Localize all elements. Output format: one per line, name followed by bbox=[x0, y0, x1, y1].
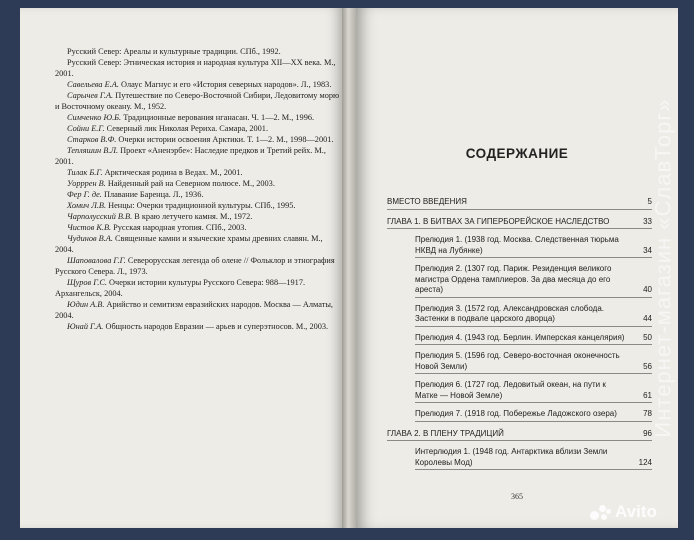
bibliography-entry bbox=[55, 46, 340, 57]
toc-entry bbox=[415, 447, 652, 470]
toc-list bbox=[387, 190, 652, 470]
entry-text: Арийство и семитизм евразийских народов. Москва — Алматы, 2004. bbox=[55, 300, 333, 320]
bibliography-entry bbox=[55, 79, 340, 90]
toc-entry-title: Прелюдия 4. (1943 год. Берлин. Имперская канцелярия) bbox=[415, 332, 625, 342]
bibliography-entry bbox=[55, 299, 340, 321]
entry-author: Чарполусский В.В. bbox=[67, 212, 133, 221]
toc-entry-page: 78 bbox=[643, 409, 652, 418]
bibliography-entry bbox=[55, 90, 340, 112]
entry-text: Арктическая родина в Ведах. М., 2001. bbox=[102, 168, 243, 177]
bibliography-entry bbox=[55, 112, 340, 123]
entry-author: Шаповалова Г.Г. bbox=[67, 256, 126, 265]
entry-text: Путешествие по Северо-Восточной Сибири, Ледовитому морю и Восточному океану. М., 1952. bbox=[55, 91, 340, 111]
toc-entry-title: Прелюдия 2. (1307 год. Париж. Резиденция великого магистра Ордена тамплиеров. За два месяца до его ареста) bbox=[415, 264, 612, 294]
avito-text: Avito bbox=[615, 502, 657, 521]
toc-entry bbox=[415, 264, 652, 298]
avito-logo bbox=[590, 502, 657, 522]
toc-entry-page: 44 bbox=[643, 314, 652, 323]
toc-entry-page: 40 bbox=[643, 285, 652, 294]
bibliography-entry bbox=[55, 134, 340, 145]
entry-text: Олаус Магнус и его «История северных народов». Л., 1983. bbox=[118, 80, 332, 89]
bibliography-entry bbox=[55, 233, 340, 255]
toc-entry-title: Интерлюдия 1. (1948 год. Антарктика вблизи Земли Королевы Мод) bbox=[415, 447, 608, 467]
bibliography-entry bbox=[55, 145, 340, 167]
toc-entry-title: Прелюдия 5. (1596 год. Северо-восточная оконечность Новой Земли) bbox=[415, 351, 620, 371]
entry-author: Симченко Ю.Б. bbox=[67, 113, 122, 122]
bibliography-entry bbox=[55, 167, 340, 178]
entry-author: Хомич Л.В. bbox=[67, 201, 107, 210]
toc-entry-title: ГЛАВА 1. В БИТВАХ ЗА ГИПЕРБОРЕЙСКОЕ НАСЛЕДСТВО bbox=[387, 216, 610, 226]
entry-text: Русская народная утопия. СПб., 2003. bbox=[111, 223, 247, 232]
book-spine bbox=[342, 8, 356, 528]
entry-text: Ненцы: Очерки традиционной культуры. СПб., 1995. bbox=[106, 201, 296, 210]
entry-author: Савельева Е.А. bbox=[67, 80, 119, 89]
entry-author: Уорррен В. bbox=[67, 179, 106, 188]
right-page bbox=[356, 8, 678, 528]
toc-entry-title: Прелюдия 3. (1572 год. Александровская слобода. Застенки в подвале царского дворца) bbox=[415, 303, 604, 323]
entry-text: Северный лик Николая Рериха. Самара, 2001. bbox=[104, 124, 269, 133]
toc-entry bbox=[415, 351, 652, 374]
bibliography-entry bbox=[55, 200, 340, 211]
entry-author: Чистов К.В. bbox=[67, 223, 112, 232]
bibliography-entry bbox=[55, 277, 340, 299]
entry-text: Традиционные верования нганасан. Ч. 1—2. М., 1996. bbox=[121, 113, 315, 122]
avito-dots-icon bbox=[590, 505, 612, 521]
watermark bbox=[636, 8, 692, 528]
toc-entry-page: 33 bbox=[643, 216, 652, 226]
toc-entry bbox=[387, 429, 652, 442]
toc-entry-title: Прелюдия 1. (1938 год. Москва. Следственная тюрьма НКВД на Лубянке) bbox=[415, 235, 619, 255]
entry-text: Священные камни и языческие храмы древних славян. М., 2004. bbox=[55, 234, 323, 254]
toc-entry-page: 61 bbox=[643, 390, 652, 400]
toc-entry-title: ВМЕСТО ВВЕДЕНИЯ bbox=[387, 197, 467, 206]
bibliography-entry bbox=[55, 178, 340, 189]
bibliography-entry bbox=[55, 222, 340, 233]
entry-author: Сойни Е.Г. bbox=[67, 124, 105, 133]
left-page bbox=[20, 8, 342, 528]
toc-entry bbox=[387, 197, 652, 210]
entry-author: Юдин А.В. bbox=[67, 300, 105, 309]
toc-title: СОДЕРЖАНИЕ bbox=[465, 146, 569, 161]
toc-entry-title: Прелюдия 6. (1727 год. Ледовитый океан, на пути к Матке — Новой Земле) bbox=[415, 380, 606, 400]
bibliography-entry bbox=[55, 189, 340, 200]
bibliography-entry bbox=[55, 123, 340, 134]
toc-entry bbox=[387, 217, 652, 230]
entry-author: Старков В.Ф. bbox=[67, 135, 117, 144]
bibliography-entry bbox=[55, 321, 340, 332]
entry-author: Чудинов В.А. bbox=[67, 234, 113, 243]
toc-entry bbox=[415, 235, 652, 258]
entry-text: Русский Север: Этническая история и народная культура XII—XX века. М., 2001. bbox=[55, 58, 336, 78]
entry-text: Общность народов Евразии — арьев и суперэтносов. М., 2003. bbox=[103, 322, 329, 331]
entry-text: Русский Север: Ареалы и культурные традиции. СПб., 1992. bbox=[67, 47, 281, 56]
toc-entry-title: Прелюдия 7. (1918 год. Побережье Ладожского озера) bbox=[415, 409, 617, 418]
entry-author: Сарычев Г.А. bbox=[67, 91, 114, 100]
toc-entry bbox=[415, 380, 652, 403]
entry-text: Очерки истории освоения Арктики. Т. 1—2. М., 1998—2001. bbox=[116, 135, 334, 144]
entry-author: Тилак Б.Г. bbox=[67, 168, 103, 177]
bibliography-entry bbox=[55, 211, 340, 222]
bibliography-entry bbox=[55, 255, 340, 277]
page-number: 365 bbox=[511, 492, 523, 501]
entry-author: Юнай Г.А. bbox=[67, 322, 104, 331]
entry-author: Тепляшин В.Л. bbox=[67, 146, 119, 155]
entry-text: Очерки истории культуры Русского Севера: 988—1917. Архангельск, 2004. bbox=[55, 278, 306, 298]
toc-entry-page: 124 bbox=[638, 457, 652, 467]
bibliography-entry bbox=[55, 57, 340, 79]
watermark-text: Интернет-магазин «СлавТорг» bbox=[651, 98, 676, 438]
toc-entry bbox=[415, 409, 652, 422]
toc-entry bbox=[415, 333, 652, 346]
entry-author: Фер Г. де. bbox=[67, 190, 102, 199]
toc-entry-page: 5 bbox=[647, 197, 652, 206]
entry-text: Плавание Баренца. Л., 1936. bbox=[101, 190, 204, 199]
entry-text: Найденный рай на Северном полюсе. М., 2003. bbox=[105, 179, 275, 188]
toc-entry bbox=[415, 304, 652, 327]
entry-author: Щуров Г.С. bbox=[67, 278, 107, 287]
bibliography-list bbox=[55, 46, 340, 332]
toc-entry-page: 50 bbox=[643, 332, 652, 342]
toc-entry-title: ГЛАВА 2. В ПЛЕНУ ТРАДИЦИЙ bbox=[387, 428, 504, 438]
toc-entry-page: 96 bbox=[643, 428, 652, 438]
toc-entry-page: 56 bbox=[643, 361, 652, 371]
entry-text: Северорусская легенда об олене // Фольклор и этнография Русского Севера. Л., 1973. bbox=[55, 256, 335, 276]
entry-text: В краю летучего камня. М., 1972. bbox=[132, 212, 253, 221]
toc-entry-page: 34 bbox=[643, 245, 652, 255]
entry-text: Проект «Аненэрбе»: Наследие предков и Третий рейх. М., 2001. bbox=[55, 146, 326, 166]
